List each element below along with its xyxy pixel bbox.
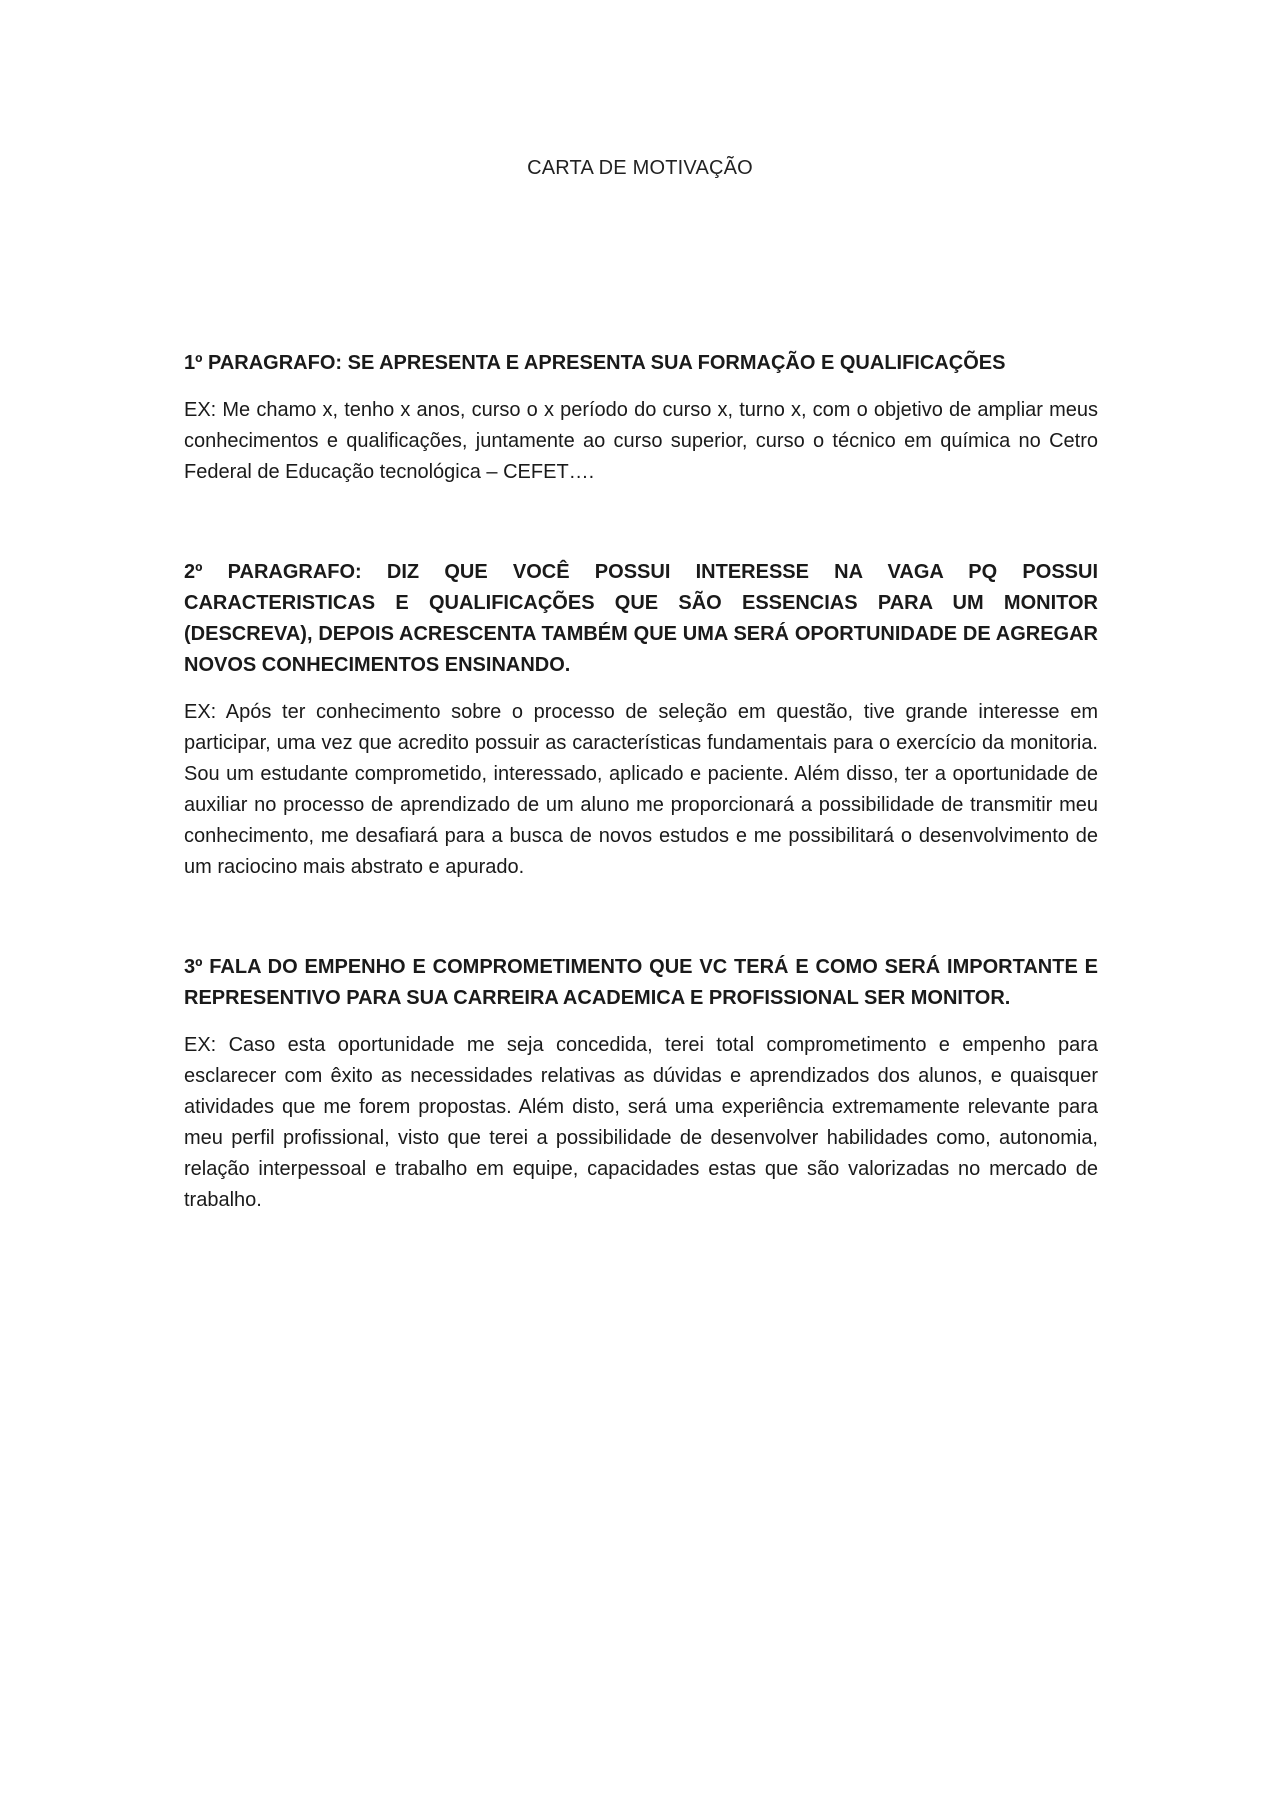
section-example: EX: Caso esta oportunidade me seja concedida, terei total comprometimento e empenho para esclarecer com êxito as necessidades relativas as dúvidas e aprendizados dos alunos, e quaisquer atividades que me forem propostas. Além disto, será uma experiência extremamente relevante para meu perfil profissional, visto que terei a possibilidade de desenvolver habilidades como, autonomia, relação interpessoal e trabalho em equipe, capacidades estas que são valorizadas no mercado de trabalho. xyxy=(184,1034,1098,1211)
document-title: CARTA DE MOTIVAÇÃO xyxy=(527,157,753,179)
section-2 xyxy=(184,557,1098,883)
section-example: EX: Após ter conhecimento sobre o processo de seleção em questão, tive grande interesse em participar, uma vez que acredito possuir as características fundamentais para o exercício da monitoria. Sou um estudante comprometido, interessado, aplicado e paciente. Além disso, ter a oportunidade de auxiliar no processo de aprendizado de um aluno me proporcionará a possibilidade de transmitir meu conhecimento, me desafiará para a busca de novos estudos e me possibilitará o desenvolvimento de um raciocino mais abstrato e apurado. xyxy=(184,701,1098,878)
section-heading: 2º PARAGRAFO: DIZ QUE VOCÊ POSSUI INTERESSE NA VAGA PQ POSSUI CARACTERISTICAS E QUALIFICAÇÕES QUE SÃO ESSENCIAS PARA UM MONITOR (DESCREVA), DEPOIS ACRESCENTA TAMBÉM QUE UMA SERÁ OPORTUNIDADE DE AGREGAR NOVOS CONHECIMENTOS ENSINANDO. xyxy=(184,561,1098,676)
section-heading: 3º FALA DO EMPENHO E COMPROMETIMENTO QUE VC TERÁ E COMO SERÁ IMPORTANTE E REPRESENTIVO PARA SUA CARREIRA ACADEMICA E PROFISSIONAL SER MONITOR. xyxy=(184,956,1098,1009)
section-example: EX: Me chamo x, tenho x anos, curso o x período do curso x, turno x, com o objetivo de ampliar meus conhecimentos e qualificações, juntamente ao curso superior, curso o técnico em química no Cetro Federal de Educação tecnológica – CEFET…. xyxy=(184,399,1098,483)
section-heading: 1º PARAGRAFO: SE APRESENTA E APRESENTA SUA FORMAÇÃO E QUALIFICAÇÕES xyxy=(184,352,1006,374)
section-1 xyxy=(184,348,1098,488)
section-3 xyxy=(184,952,1098,1216)
